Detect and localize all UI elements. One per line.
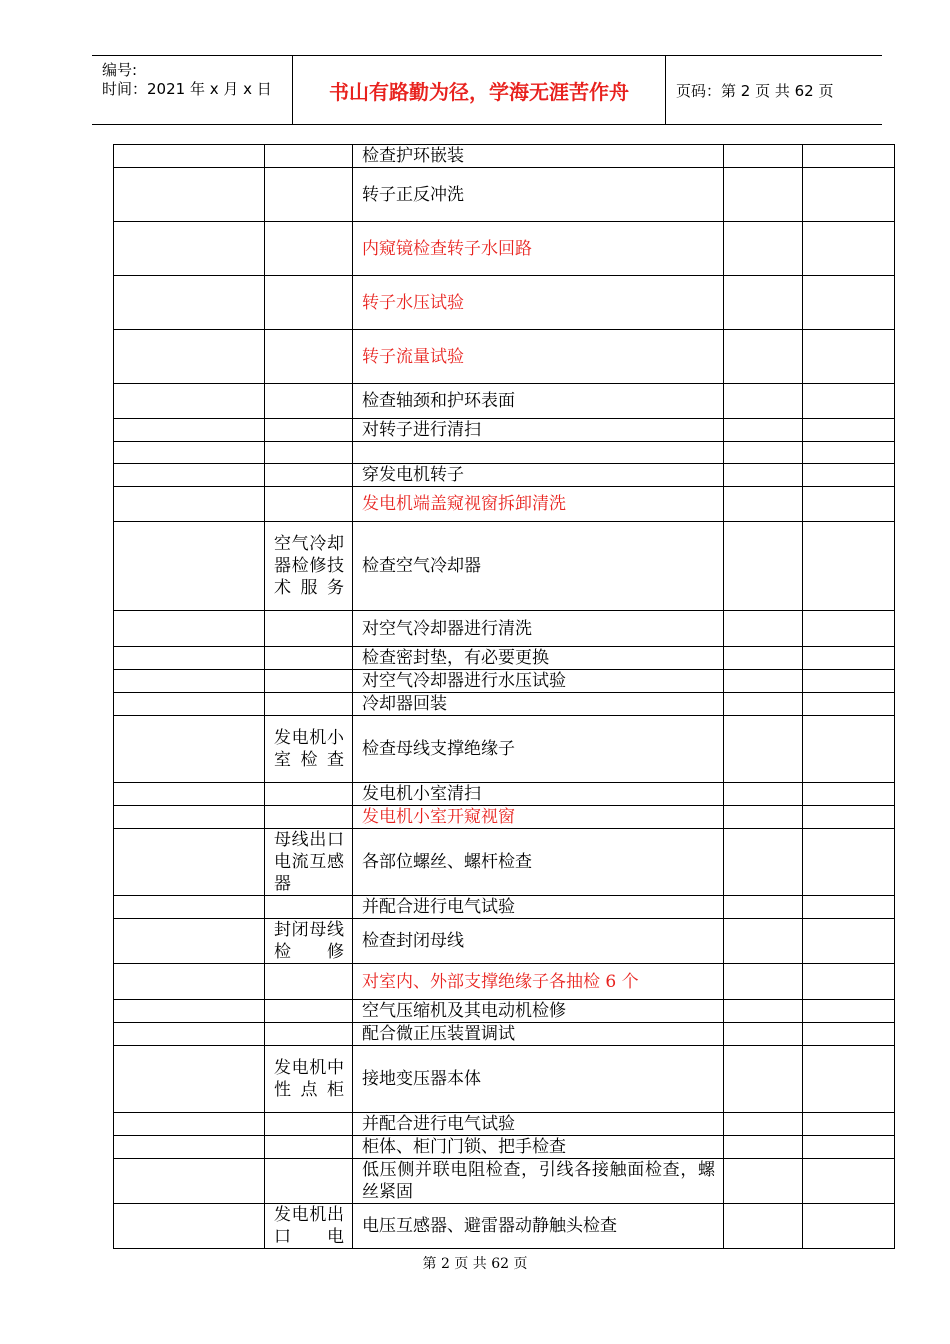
blank-cell: [803, 964, 895, 1000]
table-row: [114, 1159, 895, 1204]
table-row: [114, 716, 895, 783]
inspection-table-body: [114, 145, 895, 1249]
blank-cell: [114, 464, 265, 487]
blank-cell: [724, 1023, 803, 1046]
blank-cell: [114, 487, 265, 522]
table-row: [114, 522, 895, 611]
inspection-table: [113, 144, 895, 1249]
blank-cell: [114, 670, 265, 693]
item-cell: 检查轴颈和护环表面: [353, 384, 724, 419]
table-row: [114, 384, 895, 419]
blank-cell: [803, 716, 895, 783]
category-cell: [265, 806, 353, 829]
category-cell: 母线出口电流互感器: [265, 829, 353, 896]
category-cell: [265, 783, 353, 806]
category-cell: [265, 487, 353, 522]
category-cell: [265, 896, 353, 919]
blank-cell: [114, 647, 265, 670]
blank-cell: [803, 145, 895, 168]
category-cell: [265, 1159, 353, 1204]
blank-cell: [803, 168, 895, 222]
item-cell: 转子正反冲洗: [353, 168, 724, 222]
item-cell: 内窥镜检查转子水回路: [353, 222, 724, 276]
blank-cell: [114, 442, 265, 464]
table-row: [114, 1000, 895, 1023]
blank-cell: [724, 693, 803, 716]
item-cell: 对转子进行清扫: [353, 419, 724, 442]
item-cell: 检查母线支撑绝缘子: [353, 716, 724, 783]
category-cell: 发电机出口电: [265, 1204, 353, 1249]
blank-cell: [803, 647, 895, 670]
blank-cell: [114, 330, 265, 384]
table-row: [114, 1204, 895, 1249]
blank-cell: [724, 442, 803, 464]
blank-cell: [803, 693, 895, 716]
blank-cell: [803, 419, 895, 442]
blank-cell: [724, 276, 803, 330]
blank-cell: [724, 330, 803, 384]
item-cell: 发电机小室开窥视窗: [353, 806, 724, 829]
blank-cell: [803, 1113, 895, 1136]
item-cell: 检查密封垫，有必要更换: [353, 647, 724, 670]
blank-cell: [803, 611, 895, 647]
blank-cell: [724, 647, 803, 670]
blank-cell: [114, 1023, 265, 1046]
category-cell: [265, 611, 353, 647]
blank-cell: [724, 716, 803, 783]
blank-cell: [114, 1136, 265, 1159]
blank-cell: [803, 464, 895, 487]
table-row: [114, 1136, 895, 1159]
table-row: [114, 419, 895, 442]
blank-cell: [724, 806, 803, 829]
category-cell: [265, 964, 353, 1000]
blank-cell: [724, 487, 803, 522]
blank-cell: [724, 1136, 803, 1159]
blank-cell: [724, 168, 803, 222]
table-row: [114, 276, 895, 330]
blank-cell: [114, 1204, 265, 1249]
category-cell: [265, 1023, 353, 1046]
category-cell: [265, 419, 353, 442]
item-cell: [353, 442, 724, 464]
item-cell: 对室内、外部支撑绝缘子各抽检 6 个: [353, 964, 724, 1000]
blank-cell: [724, 222, 803, 276]
item-cell: 接地变压器本体: [353, 1046, 724, 1113]
page-footer: 第 2 页 共 62 页: [422, 1256, 528, 1272]
table-row: [114, 442, 895, 464]
blank-cell: [114, 276, 265, 330]
category-cell: [265, 1000, 353, 1023]
blank-cell: [724, 1000, 803, 1023]
blank-cell: [803, 384, 895, 419]
blank-cell: [803, 670, 895, 693]
category-cell: [265, 384, 353, 419]
item-cell: 发电机端盖窥视窗拆卸清洗: [353, 487, 724, 522]
category-cell: [265, 464, 353, 487]
table-row: [114, 168, 895, 222]
blank-cell: [114, 1159, 265, 1204]
blank-cell: [803, 276, 895, 330]
category-cell: [265, 670, 353, 693]
blank-cell: [803, 896, 895, 919]
blank-cell: [803, 1159, 895, 1204]
category-cell: 发电机小室检查: [265, 716, 353, 783]
blank-cell: [724, 1046, 803, 1113]
table-row: [114, 693, 895, 716]
blank-cell: [803, 1023, 895, 1046]
category-cell: 封闭母线检修: [265, 919, 353, 964]
table-row: [114, 647, 895, 670]
blank-cell: [114, 222, 265, 276]
blank-cell: [724, 522, 803, 611]
item-cell: 检查护环嵌装: [353, 145, 724, 168]
blank-cell: [114, 1000, 265, 1023]
item-cell: 转子流量试验: [353, 330, 724, 384]
blank-cell: [114, 919, 265, 964]
blank-cell: [803, 330, 895, 384]
table-row: [114, 145, 895, 168]
item-cell: 柜体、柜门门锁、把手检查: [353, 1136, 724, 1159]
blank-cell: [803, 1000, 895, 1023]
category-cell: [265, 442, 353, 464]
table-row: [114, 783, 895, 806]
item-cell: 转子水压试验: [353, 276, 724, 330]
blank-cell: [114, 168, 265, 222]
blank-cell: [114, 829, 265, 896]
table-row: [114, 1023, 895, 1046]
item-cell: 配合微正压装置调试: [353, 1023, 724, 1046]
blank-cell: [724, 919, 803, 964]
blank-cell: [803, 1046, 895, 1113]
item-cell: 检查封闭母线: [353, 919, 724, 964]
table-row: [114, 464, 895, 487]
table-row: [114, 670, 895, 693]
table-row: [114, 919, 895, 964]
item-cell: 冷却器回装: [353, 693, 724, 716]
blank-cell: [724, 670, 803, 693]
item-cell: 发电机小室清扫: [353, 783, 724, 806]
blank-cell: [114, 896, 265, 919]
blank-cell: [803, 522, 895, 611]
table-row: [114, 829, 895, 896]
category-cell: [265, 222, 353, 276]
blank-cell: [114, 716, 265, 783]
blank-cell: [724, 1159, 803, 1204]
document-time-label: 时间：2021 年 x 月 x 日: [102, 80, 272, 98]
item-cell: 各部位螺丝、螺杆检查: [353, 829, 724, 896]
category-cell: 空气冷却器检修技术服务: [265, 522, 353, 611]
header-meta: [92, 56, 293, 124]
blank-cell: [724, 964, 803, 1000]
blank-cell: [803, 487, 895, 522]
category-cell: [265, 145, 353, 168]
category-cell: [265, 693, 353, 716]
blank-cell: [724, 1204, 803, 1249]
document-number-label: 编号:: [102, 61, 138, 79]
item-cell: 对空气冷却器进行水压试验: [353, 670, 724, 693]
category-cell: [265, 168, 353, 222]
item-cell: 并配合进行电气试验: [353, 1113, 724, 1136]
blank-cell: [724, 896, 803, 919]
table-row: [114, 330, 895, 384]
blank-cell: [724, 1113, 803, 1136]
blank-cell: [803, 222, 895, 276]
item-cell: 对空气冷却器进行清洗: [353, 611, 724, 647]
category-cell: 发电机中性点柜: [265, 1046, 353, 1113]
table-row: [114, 1113, 895, 1136]
item-cell: 空气压缩机及其电动机检修: [353, 1000, 724, 1023]
blank-cell: [724, 145, 803, 168]
blank-cell: [114, 384, 265, 419]
header-motto: 书山有路勤为径，学海无涯苦作舟: [293, 56, 666, 124]
blank-cell: [724, 384, 803, 419]
blank-cell: [803, 829, 895, 896]
blank-cell: [803, 783, 895, 806]
item-cell: 电压互感器、避雷器动静触头检查: [353, 1204, 724, 1249]
item-cell: 低压侧并联电阻检查，引线各接触面检查，螺丝紧固: [353, 1159, 724, 1204]
blank-cell: [803, 1136, 895, 1159]
blank-cell: [114, 611, 265, 647]
table-row: [114, 611, 895, 647]
category-cell: [265, 1136, 353, 1159]
table-row: [114, 222, 895, 276]
table-row: [114, 487, 895, 522]
blank-cell: [114, 419, 265, 442]
page-header: [92, 55, 882, 125]
blank-cell: [114, 806, 265, 829]
table-row: [114, 964, 895, 1000]
blank-cell: [724, 829, 803, 896]
category-cell: [265, 647, 353, 670]
blank-cell: [803, 442, 895, 464]
blank-cell: [724, 783, 803, 806]
blank-cell: [114, 693, 265, 716]
blank-cell: [724, 611, 803, 647]
blank-cell: [803, 919, 895, 964]
item-cell: 检查空气冷却器: [353, 522, 724, 611]
blank-cell: [114, 522, 265, 611]
category-cell: [265, 1113, 353, 1136]
table-row: [114, 806, 895, 829]
blank-cell: [114, 964, 265, 1000]
item-cell: 并配合进行电气试验: [353, 896, 724, 919]
blank-cell: [114, 1113, 265, 1136]
blank-cell: [803, 806, 895, 829]
item-cell: 穿发电机转子: [353, 464, 724, 487]
blank-cell: [114, 145, 265, 168]
blank-cell: [724, 464, 803, 487]
blank-cell: [724, 419, 803, 442]
table-row: [114, 896, 895, 919]
header-page-number: 页码：第 2 页 共 62 页: [676, 81, 834, 100]
blank-cell: [114, 1046, 265, 1113]
table-row: [114, 1046, 895, 1113]
category-cell: [265, 330, 353, 384]
category-cell: [265, 276, 353, 330]
blank-cell: [114, 783, 265, 806]
blank-cell: [803, 1204, 895, 1249]
